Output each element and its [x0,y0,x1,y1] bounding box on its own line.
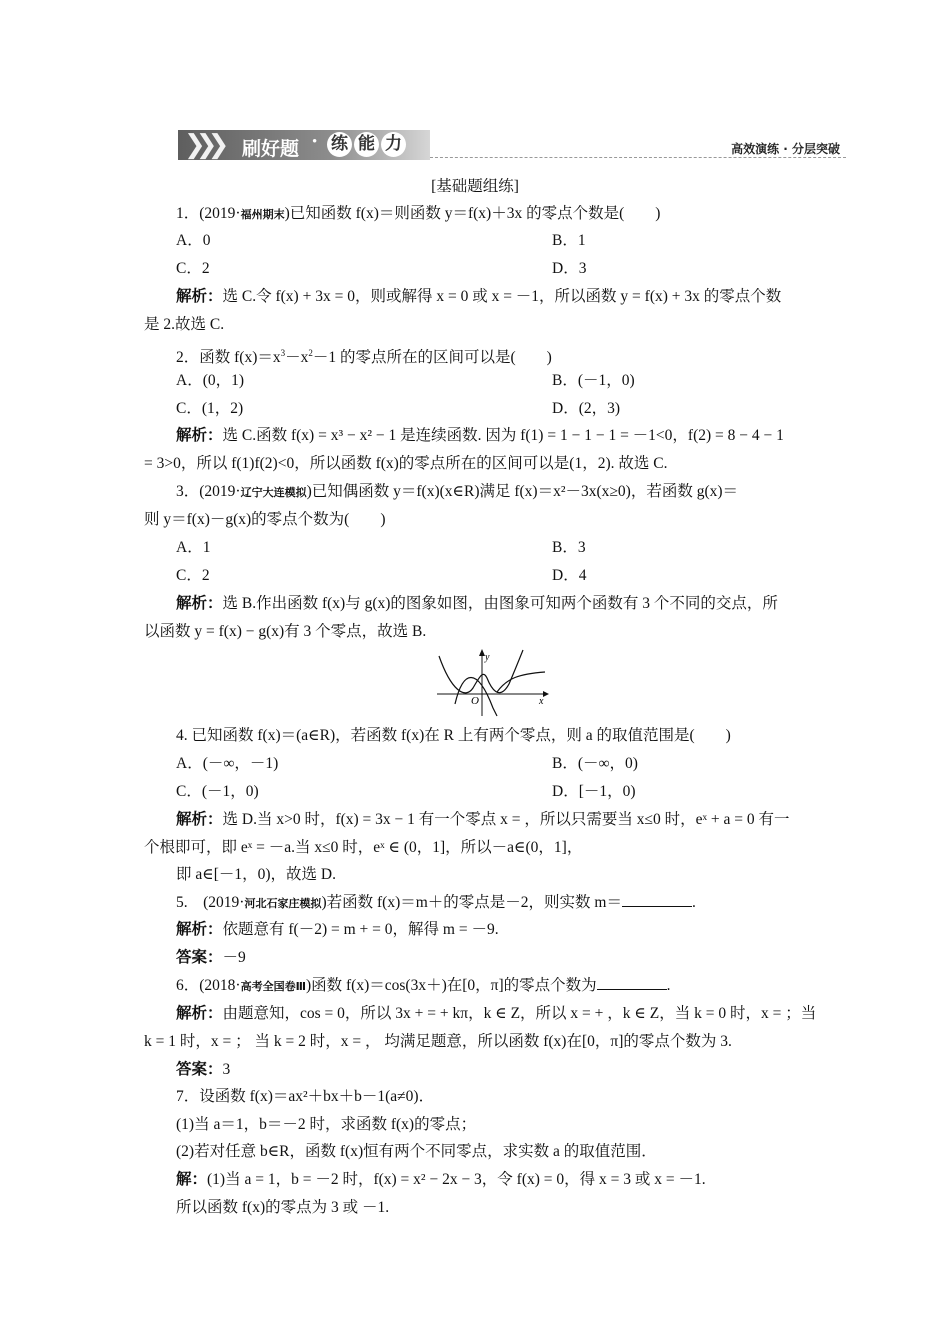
q2-option-d: D．(2，3) [552,400,621,417]
q2-option-b: B．(－1，0) [552,372,635,389]
q4-solution-line-3: 即 a∈[－1，0)，故选 D. [176,866,336,883]
q7-solution-line-1: 解：(1)当 a = 1，b = －2 时，f(x) = x² − 2x − 3，令 f(x) = 0，得 x = 3 或 x = －1. [176,1171,706,1188]
q4-option-a: A．(－∞，－1) [176,755,279,772]
banner-dot: • [312,134,318,150]
q1-option-a: A．0 [176,232,211,249]
q1-option-b: B．1 [552,232,586,249]
banner-title: 刷好题 [242,138,300,160]
graph-x-label: x [539,696,544,707]
section-title: [基础题组练] [431,178,519,195]
graph-curve-f [439,650,523,693]
q5-source: 河北石家庄模拟 [244,897,322,910]
q6-solution-line-2: k = 1 时，x = ； 当 k = 2 时，x = ， 均满足题意，所以函数 f(x)在[0，π]的零点个数为 3. [144,1033,732,1050]
q4-option-c: C．(－1，0) [176,783,259,800]
header-tagline: 高效演练 · 分层突破 [731,142,840,156]
q6-answer: 答案：3 [176,1061,231,1078]
graph-curve-g-right [497,672,545,692]
q2-solution-line-2: = 3>0，所以 f(1)f(2)<0，所以函数 f(x)的零点所在的区间可以是(1，2). 故选 C. [144,455,668,472]
q5-answer: 答案：－9 [176,949,246,966]
q4-stem: 4. 已知函数 f(x)＝(a∈R)，若函数 f(x)在 R 上有两个零点，则 a 的取值范围是( ) [176,727,731,744]
q4-solution-line-1: 解析：选 D.当 x>0 时，f(x) = 3x − 1 有一个零点 x = ，所以只需要当 x≤0 时，eˣ + a = 0 有一 [176,811,790,828]
graph-x-arrow [543,691,549,697]
q6-source: 高考全国卷Ⅲ [240,980,306,993]
q4-solution-line-2: 个根即可，即 eˣ = －a.当 x≤0 时，eˣ ∈ (0，1]，所以－a∈(0，1]， [144,839,583,856]
graph-origin-label: O [471,695,479,707]
chevron-right-icon: ❯❯❯ [184,130,220,160]
banner-char-2: 能 [354,132,379,157]
graph-y-label: y [485,652,490,663]
header-divider [430,157,846,158]
q1-solution-line-2: 是 2.故选 C. [144,316,225,333]
banner-char-3: 力 [381,132,406,157]
q2-solution-line-1: 解析：选 C.函数 f(x) = x³ − x² − 1 是连续函数. 因为 f(1) = 1 − 1 − 1 = －1<0，f(2) = 8 − 4 − 1 [176,427,784,444]
q3-option-b: B．3 [552,539,586,556]
q6-answer-blank [597,975,667,990]
q3-option-c: C．2 [176,567,210,584]
q5-answer-blank [622,892,692,907]
function-graph [435,648,550,718]
q6-stem: 6．(2018·高考全国卷Ⅲ)函数 f(x)＝cos(3x＋)在[0，π]的零点个数为 . [176,977,671,994]
q3-option-d: D．4 [552,567,587,584]
q3-stem-line-2: 则 y＝f(x)－g(x)的零点个数为( ) [144,511,386,528]
q7-part-1: (1)当 a＝1，b＝－2 时，求函数 f(x)的零点； [176,1116,477,1133]
q2-option-c: C．(1，2) [176,400,244,417]
q3-solution-line-2: 以函数 y = f(x) − g(x)有 3 个零点，故选 B. [144,623,427,640]
q3-solution-line-1: 解析：选 B.作出函数 f(x)与 g(x)的图象如图，由图象可知两个函数有 3 个不同的交点，所 [176,595,778,612]
q5-stem: 5. (2019·河北石家庄模拟)若函数 f(x)＝m＋的零点是－2，则实数 m＝ . [176,894,696,911]
q2-option-a: A．(0，1) [176,372,245,389]
q1-stem: 1．(2019·福州期末)已知函数 f(x)＝则函数 y＝f(x)＋3x 的零点个数是( ) [176,205,661,222]
q7-stem: 7．设函数 f(x)＝ax²＋bx＋b－1(a≠0)． [176,1088,435,1105]
q3-source: 辽宁大连模拟 [240,486,307,499]
q7-part-2: (2)若对任意 b∈R，函数 f(x)恒有两个不同零点，求实数 a 的取值范围． [176,1143,657,1160]
banner-char-1: 练 [327,132,352,157]
q4-option-d: D．[－1，0) [552,783,636,800]
q1-option-c: C．2 [176,260,210,277]
q3-option-a: A．1 [176,539,211,556]
q1-solution-line-1: 解析：选 C.令 f(x) + 3x = 0，则或解得 x = 0 或 x = －1，所以函数 y = f(x) + 3x 的零点个数 [176,288,782,305]
q1-source: 福州期末 [240,208,285,221]
q4-option-b: B．(－∞，0) [552,755,638,772]
q6-solution-line-1: 解析：由题意知，cos = 0，所以 3x + = + kπ，k ∈ Z，所以 x = + ，k ∈ Z，当 k = 0 时，x = ；当 [176,1005,817,1022]
q2-stem: 2．函数 $f(x)=x^3-x^2-1$ 的零点所在的区间可以是( ) [176,348,552,367]
header-banner [178,130,430,160]
q1-option-d: D．3 [552,260,587,277]
q5-solution: 解析：依题意有 f(－2) = m + = 0，解得 m = －9. [176,921,499,938]
q3-stem: 3．(2019·辽宁大连模拟)已知偶函数 y＝f(x)(x∈R)满足 f(x)＝x²－3x(x≥0)，若函数 g(x)＝ [176,483,739,500]
q7-solution-line-2: 所以函数 f(x)的零点为 3 或 －1. [176,1199,390,1216]
